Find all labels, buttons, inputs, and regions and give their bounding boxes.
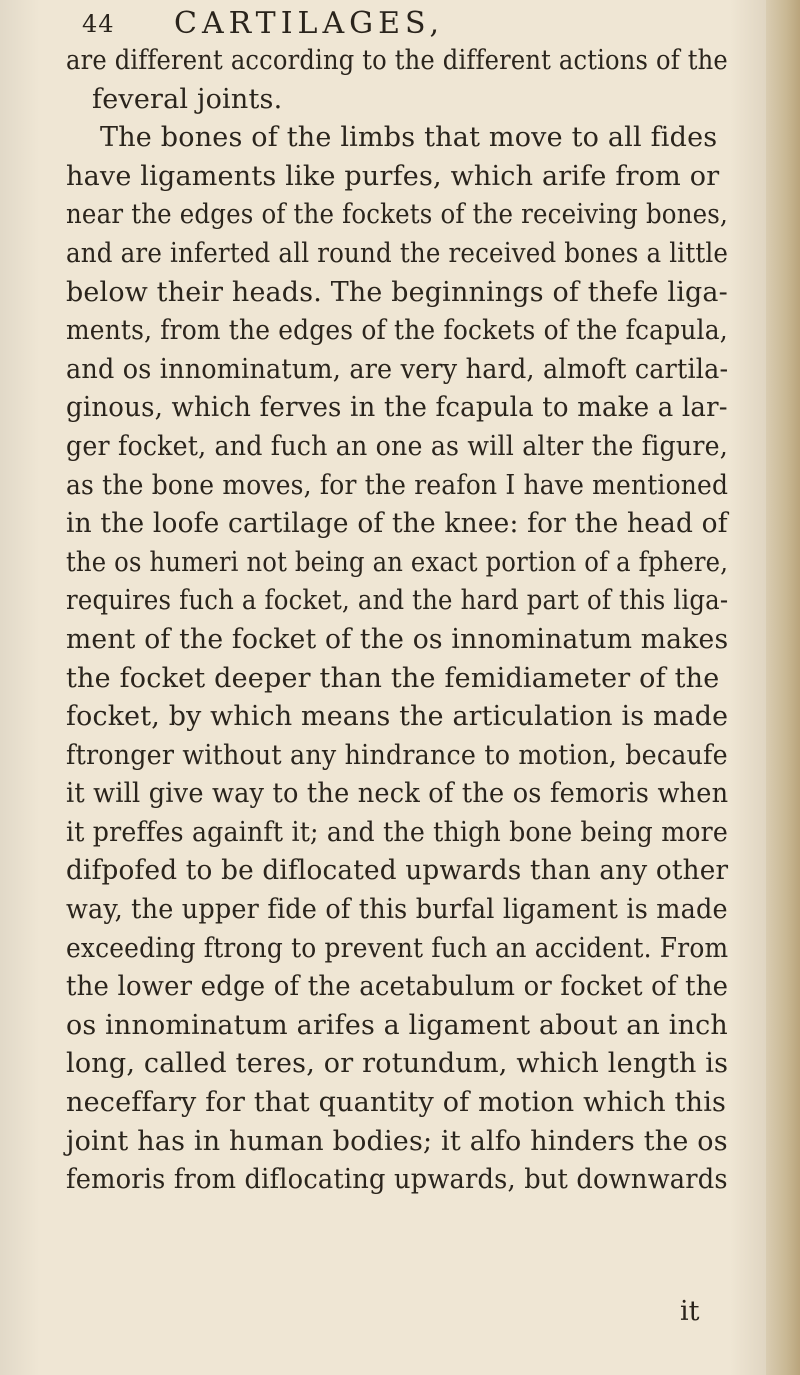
text-line: have ligaments like purfes, which arife from or bbox=[66, 160, 720, 192]
page-header bbox=[82, 2, 722, 46]
page-edge bbox=[766, 0, 800, 1375]
text-line: neceffary for that quantity of motion which this bbox=[66, 1087, 727, 1119]
text-line: as the bone moves, for the reafon I have mentioned bbox=[66, 469, 729, 501]
text-line: and are inferted all round the received bones a little bbox=[66, 237, 729, 269]
text-line: difpofed to be diflocated upwards than any other bbox=[66, 855, 729, 887]
text-line: in the loofe cartilage of the knee: for the head of bbox=[66, 508, 728, 540]
text-line: femoris from diflocating upwards, but downwards bbox=[66, 1164, 728, 1196]
text-line: it preffes againft it; and the thigh bone being more bbox=[66, 816, 729, 848]
page-number: 44 bbox=[82, 10, 115, 38]
text-line: the lower edge of the acetabulum or focket of the bbox=[66, 971, 729, 1003]
text-line: long, called teres, or rotundum, which length is bbox=[66, 1048, 729, 1080]
text-line: ftronger without any hindrance to motion, becaufe bbox=[66, 739, 728, 771]
text-line: near the edges of the fockets of the receiving bones, bbox=[66, 199, 729, 231]
catchword: it bbox=[680, 1296, 700, 1327]
text-line: ments, from the edges of the fockets of the fcapula, bbox=[66, 315, 728, 347]
text-line: requires fuch a focket, and the hard part of this liga- bbox=[66, 585, 729, 617]
text-line: exceeding ftrong to prevent fuch an accident. From bbox=[66, 932, 729, 964]
text-line: The bones of the limbs that move to all fides bbox=[100, 122, 718, 154]
text-line: focket, by which means the articulation is made bbox=[66, 701, 729, 733]
text-line: are different according to the different actions of the bbox=[66, 45, 728, 76]
text-line: os innominatum arifes a ligament about an inch bbox=[66, 1009, 728, 1041]
running-head: CARTILAGES, bbox=[174, 6, 445, 41]
text-line: ment of the focket of the os innominatum makes bbox=[66, 623, 729, 655]
text-line: the os humeri not being an exact portion of a fphere, bbox=[66, 546, 729, 578]
text-line: feveral joints. bbox=[92, 83, 283, 115]
text-line: and os innominatum, are very hard, almoft cartila- bbox=[66, 353, 729, 385]
text-line: ger focket, and fuch an one as will alter the figure, bbox=[66, 430, 728, 462]
text-line: below their heads. The beginnings of thefe liga- bbox=[66, 276, 728, 308]
text-line: the focket deeper than the femidiameter of the bbox=[66, 662, 720, 694]
text-line: joint has in human bodies; it alfo hinders the os bbox=[66, 1125, 728, 1157]
text-line: ginous, which ferves in the fcapula to make a lar- bbox=[66, 392, 728, 424]
text-line: way, the upper fide of this burfal ligament is made bbox=[66, 894, 728, 926]
text-line: it will give way to the neck of the os femoris when bbox=[66, 778, 729, 810]
body-text bbox=[66, 42, 729, 1200]
